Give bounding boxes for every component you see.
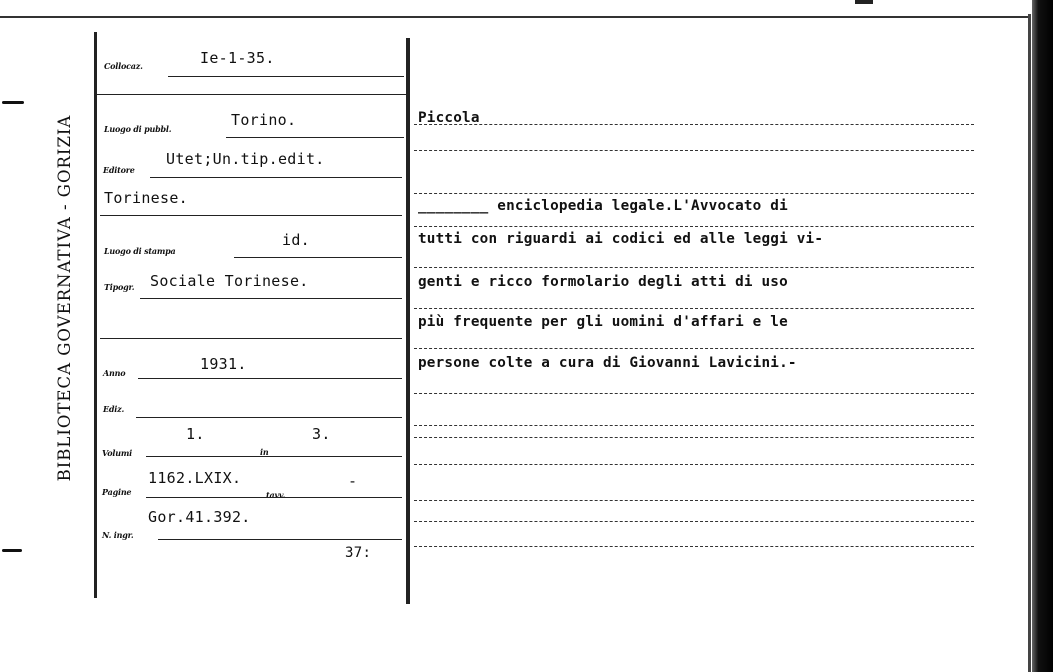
collocazione-value: Ie-1-35.: [200, 49, 275, 67]
card-right-edge: [1032, 0, 1053, 672]
left-vertical-rule: [94, 32, 97, 598]
card-edge-mark: [855, 0, 873, 4]
ruled-line-7: [414, 348, 974, 349]
ingresso-value: Gor.41.392.: [148, 508, 251, 526]
ingresso-label: N. ingr.: [102, 530, 134, 540]
edizione-rule: [136, 417, 402, 418]
margin-tick-bottom: [2, 549, 22, 552]
ruled-line-6: [414, 308, 974, 309]
editore-rule-2: [100, 215, 402, 216]
ruled-line-3: [414, 193, 974, 194]
ruled-line-12: [414, 500, 974, 501]
ruled-line-4: [414, 226, 974, 227]
luogo-pubbl-value: Torino.: [231, 111, 297, 129]
ruled-line-1: [414, 124, 974, 125]
card-right-border: [1028, 14, 1031, 672]
editore-value-continued: Torinese.: [104, 189, 188, 207]
tipografia-rule: [140, 298, 402, 299]
luogo-stampa-rule: [234, 257, 402, 258]
ingresso-rule: [158, 539, 402, 540]
ruled-line-14: [414, 546, 974, 547]
ruled-line-8: [414, 393, 974, 394]
volumi-in-value: 3.: [312, 425, 331, 443]
tipografia-label: Tipogr.: [104, 282, 135, 292]
ruled-line-13: [414, 521, 974, 522]
ruled-line-9: [414, 425, 974, 426]
description-line-3: ________ enciclopedia legale.L'Avvocato di: [418, 198, 788, 214]
collocazione-label: Collocaz.: [104, 61, 143, 71]
editore-rule: [150, 177, 402, 178]
luogo-stampa-label: Luogo di stampa: [104, 246, 176, 256]
volumi-in-label: in: [260, 447, 269, 457]
luogo-stampa-value: id.: [282, 231, 310, 249]
edizione-label: Ediz.: [103, 404, 125, 414]
anno-rule: [138, 378, 402, 379]
anno-label: Anno: [103, 368, 126, 378]
pagine-label: Pagine: [102, 487, 132, 497]
description-line-7: persone colte a cura di Giovanni Lavicini.-: [418, 355, 797, 371]
luogo-pubbl-rule: [226, 137, 404, 138]
volumi-label: Volumi: [102, 448, 132, 458]
tavv-label: tavv.: [266, 490, 286, 500]
collocazione-rule: [168, 76, 404, 77]
luogo-pubbl-label: Luogo di pubbl.: [104, 124, 172, 134]
ruled-line-11: [414, 464, 974, 465]
margin-tick-top: [2, 101, 24, 104]
description-line-5: genti e ricco formolario degli atti di uso: [418, 274, 788, 290]
pagine-value: 1162.LXIX.: [148, 469, 242, 487]
library-stamp: BIBLIOTECA GOVERNATIVA - GORIZIA: [55, 114, 74, 482]
ruled-line-5: [414, 267, 974, 268]
volumi-value: 1.: [186, 425, 205, 443]
card-top-border: [0, 16, 1030, 18]
pagine-rule: [146, 497, 402, 498]
tavv-value: -: [348, 472, 358, 490]
center-vertical-rule: [406, 38, 410, 604]
tipografia-value: Sociale Torinese.: [150, 272, 309, 290]
description-line-6: più frequente per gli uomini d'affari e le: [418, 314, 788, 330]
ingresso-number: 37:: [345, 545, 372, 561]
description-line-4: tutti con riguardi ai codici ed alle leggi vi-: [418, 231, 824, 247]
description-line-1: Piccola: [418, 110, 480, 126]
volumi-rule: [146, 456, 402, 457]
section-rule-1: [96, 94, 406, 95]
editore-value: Utet;Un.tip.edit.: [166, 150, 325, 168]
tipografia-rule-2: [100, 338, 402, 339]
ruled-line-10: [414, 437, 974, 438]
ruled-line-2: [414, 150, 974, 151]
anno-value: 1931.: [200, 355, 247, 373]
editore-label: Editore: [103, 165, 135, 175]
